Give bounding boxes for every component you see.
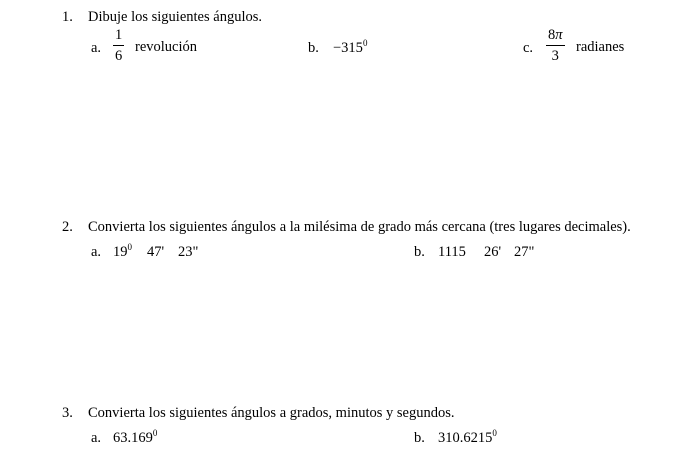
- q1c-letter: c.: [523, 40, 534, 56]
- q2-number: 2.: [62, 219, 73, 235]
- q1c-numerator: [546, 28, 565, 45]
- q3b-angle: [438, 430, 497, 447]
- q2a-deg: [113, 244, 132, 261]
- q2a-sec: 23": [178, 244, 199, 260]
- q3a-value: 63.169: [113, 430, 153, 446]
- q1a-fraction: [113, 28, 124, 63]
- q1b-angle: [333, 40, 367, 57]
- q3-number: 3.: [62, 405, 73, 421]
- q2b-deg: 1115: [438, 244, 466, 260]
- q1b-value: −315: [333, 40, 363, 56]
- q2b-min: 26': [484, 244, 502, 260]
- q2a-degree-mark: 0: [127, 242, 132, 252]
- q1a-numerator: 1: [115, 27, 123, 43]
- q3b-degree-mark: 0: [492, 428, 497, 438]
- q1a-unit: revolución: [135, 39, 198, 55]
- q3a-letter: a.: [91, 430, 102, 446]
- q2a-deg-value: 19: [113, 244, 128, 260]
- q2b-letter: b.: [414, 244, 425, 260]
- q1c-denominator: 3: [551, 47, 559, 64]
- q3a-angle: [113, 430, 157, 447]
- q3-instruction: Convierta los siguientes ángulos a grados, minutos y segundos.: [88, 405, 455, 421]
- q1b-letter: b.: [308, 40, 319, 56]
- q2a-letter: a.: [91, 244, 102, 260]
- q1a-denominator: 6: [115, 47, 123, 64]
- q1c-fraction: [546, 28, 565, 63]
- q3b-letter: b.: [414, 430, 425, 446]
- q1-instruction: Dibuje los siguientes ángulos.: [88, 9, 262, 25]
- pi-symbol: π: [555, 27, 563, 43]
- q1c-unit: radianes: [576, 39, 625, 55]
- q2-instruction: Convierta los siguientes ángulos a la milésima de grado más cercana (tres lugares decimales).: [88, 219, 631, 235]
- q1a-letter: a.: [91, 40, 102, 56]
- q3b-value: 310.6215: [438, 430, 493, 446]
- q1c-numerator-coef: 8: [548, 27, 556, 43]
- q1b-degree-mark: 0: [362, 38, 368, 48]
- q2a-min: 47': [147, 244, 165, 260]
- q3a-degree-mark: 0: [152, 428, 158, 438]
- q1-number: 1.: [62, 9, 73, 25]
- q2b-sec: 27": [514, 244, 535, 260]
